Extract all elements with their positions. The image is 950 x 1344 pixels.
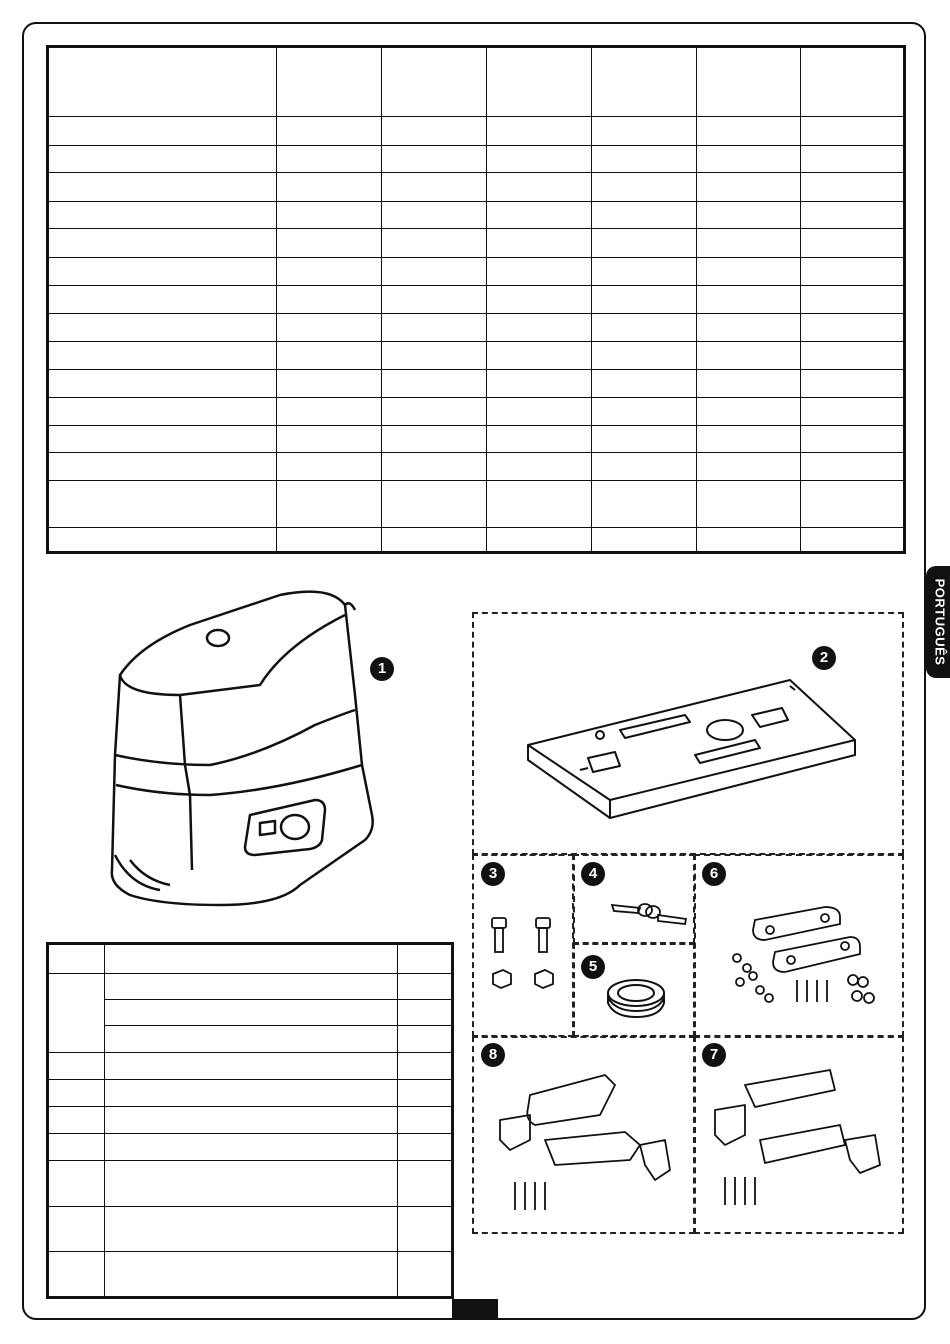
screws-illustration (485, 912, 565, 997)
callout-7: 7 (702, 1043, 726, 1067)
parts-row-line (49, 1079, 451, 1080)
spec-row-line (49, 145, 903, 146)
base-plate-illustration (520, 660, 865, 825)
parts-row-line (49, 1052, 451, 1053)
parts-list-table (46, 942, 454, 1299)
parts-row-line (49, 1251, 451, 1252)
spec-row-line (49, 257, 903, 258)
page-number-tab (452, 1299, 498, 1319)
spec-col-line (486, 48, 487, 551)
spacers-illustration (725, 902, 885, 1012)
parts-subrow-line (104, 999, 451, 1000)
spec-row-line (49, 341, 903, 342)
parts-row-line (49, 973, 451, 974)
callout-5: 5 (581, 955, 605, 979)
spec-row-line (49, 527, 903, 528)
spec-row-line (49, 201, 903, 202)
parts-row-line (49, 1133, 451, 1134)
spec-row-line (49, 172, 903, 173)
spec-row-line (49, 228, 903, 229)
callout-6: 6 (702, 862, 726, 886)
spec-row-line (49, 116, 903, 117)
spec-row-line (49, 285, 903, 286)
spec-row-line (49, 397, 903, 398)
spec-col-line (591, 48, 592, 551)
brackets-illustration (490, 1070, 685, 1220)
callout-2: 2 (812, 646, 836, 670)
spec-row-line (49, 452, 903, 453)
gate-motor-illustration (100, 585, 410, 915)
spec-col-line (276, 48, 277, 551)
spec-col-line (800, 48, 801, 551)
spec-col-line (381, 48, 382, 551)
spec-row-line (49, 369, 903, 370)
language-tab[interactable] (926, 566, 950, 678)
spec-row-line (49, 425, 903, 426)
seal-ring-illustration (604, 975, 669, 1020)
keys-illustration (610, 895, 690, 935)
parts-row-line (49, 1160, 451, 1161)
language-tab-label: PORTUGUÊS (932, 578, 948, 666)
parts-subrow-line (104, 1025, 451, 1026)
brackets-illustration-b (710, 1065, 895, 1215)
parts-row-line (49, 1106, 451, 1107)
callout-3: 3 (481, 862, 505, 886)
spec-row-line (49, 313, 903, 314)
callout-4: 4 (581, 862, 605, 886)
spec-row-line (49, 480, 903, 481)
parts-col-line (104, 945, 105, 1296)
spec-col-line (696, 48, 697, 551)
callout-8: 8 (481, 1043, 505, 1067)
parts-col-line (397, 945, 398, 1296)
specifications-table (46, 45, 906, 554)
callout-1: 1 (370, 657, 394, 681)
parts-row-line (49, 1206, 451, 1207)
